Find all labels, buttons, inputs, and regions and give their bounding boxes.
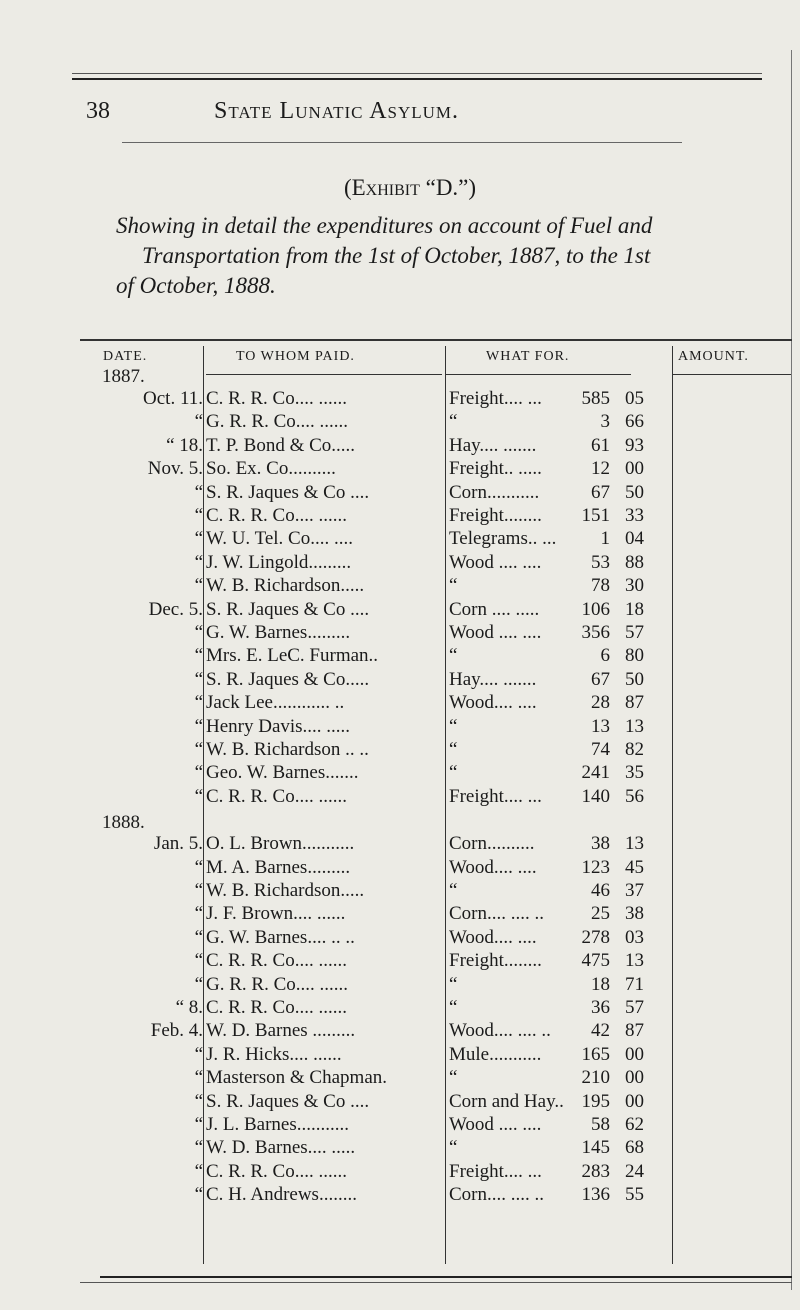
row-purpose: “ xyxy=(449,645,458,667)
row-payee: S. R. Jaques & Co .... xyxy=(206,598,370,620)
page-number: 38 xyxy=(86,98,110,124)
table-row xyxy=(0,458,800,482)
row-amount-cents: 50 xyxy=(625,668,644,690)
row-amount-dollars: 123 xyxy=(581,856,610,878)
row-amount-cents: 55 xyxy=(625,1184,644,1206)
exhibit-title: (Exhibit “D.”) xyxy=(343,175,477,200)
row-date: “ xyxy=(194,505,203,526)
row-payee: Mrs. E. LeC. Furman.. xyxy=(206,645,379,667)
row-date: “ xyxy=(194,692,203,714)
row-payee: C. R. R. Co.... ...... xyxy=(206,505,347,526)
row-date: “ xyxy=(194,739,203,760)
row-purpose: “ xyxy=(449,411,458,433)
row-date: “ xyxy=(194,973,203,995)
table-top-rule xyxy=(80,339,792,341)
header-underline xyxy=(206,374,442,375)
table-row xyxy=(0,1184,800,1208)
row-amount-dollars: 475 xyxy=(581,950,610,972)
table-row xyxy=(0,1067,800,1091)
row-purpose: Corn........... xyxy=(449,481,540,503)
row-payee: G. R. R. Co.... ...... xyxy=(206,973,348,995)
row-amount-dollars: 356 xyxy=(581,622,610,643)
running-title: State Lunatic Asylum. xyxy=(214,98,460,124)
caption-line: of October, 1888. xyxy=(116,273,276,298)
row-purpose: Mule........... xyxy=(449,1043,542,1065)
table-row xyxy=(0,716,800,740)
row-amount-cents: 62 xyxy=(625,1114,644,1135)
row-amount-cents: 33 xyxy=(625,505,644,526)
row-amount-dollars: 36 xyxy=(591,997,610,1018)
row-amount-cents: 93 xyxy=(625,434,644,456)
row-date: “ 8. xyxy=(175,997,203,1018)
row-payee: W. B. Richardson..... xyxy=(206,880,365,901)
row-date: “ xyxy=(194,645,203,667)
row-amount-dollars: 195 xyxy=(581,1090,610,1112)
row-purpose: “ xyxy=(449,715,458,737)
row-amount-dollars: 58 xyxy=(591,1114,610,1135)
row-purpose: Corn.... .... .. xyxy=(449,903,544,925)
row-amount-dollars: 28 xyxy=(591,692,610,714)
row-amount-dollars: 145 xyxy=(581,1137,610,1159)
row-payee: S. R. Jaques & Co .... xyxy=(206,1090,370,1112)
caption-line: Showing in detail the expenditures on account of Fuel and xyxy=(116,213,653,238)
row-amount-dollars: 140 xyxy=(581,785,610,807)
row-payee: W. D. Barnes ......... xyxy=(206,1020,356,1042)
row-date: “ xyxy=(194,1090,203,1112)
row-purpose: Wood .... .... xyxy=(449,622,542,643)
row-amount-cents: 38 xyxy=(625,903,644,925)
row-amount-cents: 87 xyxy=(625,692,644,714)
table-row xyxy=(0,1044,800,1068)
row-date: “ xyxy=(194,785,203,807)
row-payee: J. W. Lingold......... xyxy=(206,551,352,573)
row-amount-cents: 35 xyxy=(625,762,644,784)
row-amount-dollars: 210 xyxy=(581,1067,610,1089)
table-row xyxy=(0,411,800,435)
row-purpose: Wood .... .... xyxy=(449,1114,542,1135)
row-amount-dollars: 25 xyxy=(591,903,610,925)
table-row xyxy=(0,903,800,927)
row-amount-cents: 04 xyxy=(625,528,644,550)
row-payee: W. B. Richardson..... xyxy=(206,575,365,597)
row-amount-dollars: 67 xyxy=(591,668,610,690)
row-amount-dollars: 241 xyxy=(581,762,610,784)
row-date: “ 18. xyxy=(166,434,203,456)
row-amount-dollars: 42 xyxy=(591,1020,610,1042)
row-date: “ xyxy=(194,950,203,972)
row-amount-cents: 87 xyxy=(625,1020,644,1042)
table-row xyxy=(0,505,800,529)
row-amount-cents: 50 xyxy=(625,481,644,503)
table-row xyxy=(0,927,800,951)
row-amount-dollars: 3 xyxy=(600,411,610,433)
row-amount-dollars: 13 xyxy=(591,715,610,737)
row-purpose: Freight.. ..... xyxy=(449,458,542,480)
row-date: “ xyxy=(194,715,203,737)
table-row xyxy=(0,950,800,974)
row-amount-cents: 18 xyxy=(625,598,644,620)
row-date: “ xyxy=(194,1184,203,1206)
row-amount-dollars: 78 xyxy=(591,575,610,597)
year-label: 1887. xyxy=(102,366,145,387)
table-row xyxy=(0,599,800,623)
table-row xyxy=(0,552,800,576)
top-rule-thin xyxy=(72,73,762,74)
column-header-what-for: WHAT FOR. xyxy=(486,349,570,364)
row-purpose: Freight.... ... xyxy=(449,1160,542,1182)
column-header-paid-to: TO WHOM PAID. xyxy=(236,349,355,364)
row-amount-cents: 00 xyxy=(625,1067,644,1089)
row-purpose: Telegrams.. ... xyxy=(449,528,557,550)
row-amount-cents: 05 xyxy=(625,388,644,409)
row-amount-cents: 45 xyxy=(625,856,644,878)
row-date: Dec. 5. xyxy=(148,598,203,620)
row-amount-dollars: 61 xyxy=(591,434,610,456)
row-purpose: “ xyxy=(449,575,458,597)
row-payee: S. R. Jaques & Co..... xyxy=(206,668,370,690)
row-purpose: Wood .... .... xyxy=(449,551,542,573)
page-header xyxy=(76,98,766,130)
caption xyxy=(116,211,726,301)
row-payee: So. Ex. Co.......... xyxy=(206,458,336,480)
row-payee: M. A. Barnes......... xyxy=(206,856,351,878)
row-amount-cents: 00 xyxy=(625,458,644,480)
row-amount-dollars: 106 xyxy=(581,598,610,620)
row-purpose: “ xyxy=(449,762,458,784)
row-amount-dollars: 38 xyxy=(591,833,610,855)
row-purpose: “ xyxy=(449,997,458,1018)
row-amount-cents: 24 xyxy=(625,1160,644,1182)
table-row xyxy=(0,1161,800,1185)
row-payee: O. L. Brown........... xyxy=(206,833,355,855)
row-amount-cents: 56 xyxy=(625,785,644,807)
table-row xyxy=(0,622,800,646)
row-amount-cents: 82 xyxy=(625,739,644,760)
row-amount-dollars: 67 xyxy=(591,481,610,503)
table-row xyxy=(0,575,800,599)
row-amount-cents: 80 xyxy=(625,645,644,667)
row-date: “ xyxy=(194,622,203,643)
row-amount-cents: 03 xyxy=(625,926,644,948)
table-row xyxy=(0,1091,800,1115)
row-payee: C. R. R. Co.... ...... xyxy=(206,997,347,1018)
column-header-amount: AMOUNT. xyxy=(678,349,749,364)
row-amount-cents: 57 xyxy=(625,997,644,1018)
table-row xyxy=(0,669,800,693)
row-amount-dollars: 46 xyxy=(591,880,610,901)
row-payee: J. L. Barnes........... xyxy=(206,1114,350,1135)
row-payee: Henry Davis.... ..... xyxy=(206,715,351,737)
table-row xyxy=(0,1114,800,1138)
row-amount-cents: 13 xyxy=(625,833,644,855)
row-date: “ xyxy=(194,903,203,925)
row-amount-cents: 00 xyxy=(625,1043,644,1065)
row-payee: W. B. Richardson .. .. xyxy=(206,739,369,760)
column-header-date: DATE. xyxy=(103,349,148,364)
table-bottom-rule xyxy=(100,1276,792,1278)
row-amount-dollars: 165 xyxy=(581,1043,610,1065)
row-purpose: Corn.......... xyxy=(449,833,535,855)
row-purpose: Freight.... ... xyxy=(449,388,542,409)
row-purpose: Wood.... .... xyxy=(449,926,537,948)
row-purpose: Hay.... ....... xyxy=(449,668,537,690)
row-amount-cents: 71 xyxy=(625,973,644,995)
row-purpose: “ xyxy=(449,739,458,760)
row-amount-cents: 37 xyxy=(625,880,644,901)
row-date: “ xyxy=(194,926,203,948)
row-payee: C. R. R. Co.... ...... xyxy=(206,950,347,972)
row-amount-dollars: 74 xyxy=(591,739,610,760)
row-date: “ xyxy=(194,481,203,503)
table-row xyxy=(0,388,800,412)
row-purpose: Freight........ xyxy=(449,505,542,526)
header-rule xyxy=(122,142,682,143)
row-amount-cents: 66 xyxy=(625,411,644,433)
row-date: Feb. 4. xyxy=(150,1020,203,1042)
row-purpose: Corn.... .... .. xyxy=(449,1184,544,1206)
row-amount-dollars: 283 xyxy=(581,1160,610,1182)
row-amount-dollars: 585 xyxy=(581,388,610,409)
row-amount-dollars: 18 xyxy=(591,973,610,995)
row-payee: C. H. Andrews........ xyxy=(206,1184,357,1206)
row-amount-cents: 30 xyxy=(625,575,644,597)
row-payee: W. D. Barnes.... ..... xyxy=(206,1137,356,1159)
row-payee: C. R. R. Co.... ...... xyxy=(206,785,347,807)
table-row xyxy=(0,528,800,552)
row-purpose: Wood.... .... .. xyxy=(449,1020,551,1042)
row-amount-dollars: 1 xyxy=(600,528,610,550)
year-label: 1888. xyxy=(102,812,145,833)
row-date: “ xyxy=(194,411,203,433)
row-date: “ xyxy=(194,551,203,573)
row-purpose: Wood.... .... xyxy=(449,856,537,878)
row-payee: J. F. Brown.... ...... xyxy=(206,903,346,925)
row-purpose: “ xyxy=(449,1137,458,1159)
row-date: Nov. 5. xyxy=(147,458,203,480)
row-date: “ xyxy=(194,668,203,690)
row-purpose: Corn .... ..... xyxy=(449,598,540,620)
row-purpose: Corn and Hay.. xyxy=(449,1090,564,1112)
row-purpose: “ xyxy=(449,880,458,901)
row-amount-cents: 13 xyxy=(625,715,644,737)
table-row xyxy=(0,857,800,881)
row-purpose: Freight........ xyxy=(449,950,542,972)
row-purpose: Freight.... ... xyxy=(449,785,542,807)
row-amount-cents: 00 xyxy=(625,1090,644,1112)
row-date: Oct. 11. xyxy=(143,388,203,409)
table-row xyxy=(0,435,800,459)
row-amount-dollars: 12 xyxy=(591,458,610,480)
row-amount-dollars: 6 xyxy=(600,645,610,667)
table-row xyxy=(0,997,800,1021)
row-purpose: Hay.... ....... xyxy=(449,434,537,456)
row-payee: G. W. Barnes......... xyxy=(206,622,351,643)
table-row xyxy=(0,880,800,904)
row-purpose: “ xyxy=(449,973,458,995)
row-amount-dollars: 151 xyxy=(581,505,610,526)
row-payee: W. U. Tel. Co.... .... xyxy=(206,528,353,550)
header-underline xyxy=(446,374,631,375)
caption-line: Transportation from the 1st of October, 1887, to the 1st xyxy=(142,243,651,268)
table-row xyxy=(0,786,800,810)
row-payee: J. R. Hicks.... ...... xyxy=(206,1043,342,1065)
row-amount-cents: 68 xyxy=(625,1137,644,1159)
table-row xyxy=(0,482,800,506)
row-payee: G. W. Barnes.... .. .. xyxy=(206,926,355,948)
row-amount-dollars: 53 xyxy=(591,551,610,573)
table-row xyxy=(0,645,800,669)
row-date: “ xyxy=(194,762,203,784)
row-date: “ xyxy=(194,856,203,878)
row-date: “ xyxy=(194,1067,203,1089)
table-row xyxy=(0,1020,800,1044)
row-payee: Masterson & Chapman. xyxy=(206,1067,388,1089)
table-row xyxy=(0,1137,800,1161)
header-underline xyxy=(673,374,791,375)
row-amount-cents: 13 xyxy=(625,950,644,972)
row-date: “ xyxy=(194,1114,203,1135)
table-row xyxy=(0,833,800,857)
table-row xyxy=(0,974,800,998)
row-date: “ xyxy=(194,1137,203,1159)
table-bottom-rule-thin xyxy=(80,1282,792,1283)
row-date: “ xyxy=(194,880,203,901)
row-amount-dollars: 136 xyxy=(581,1184,610,1206)
row-amount-cents: 88 xyxy=(625,551,644,573)
row-payee: T. P. Bond & Co..... xyxy=(206,434,356,456)
row-purpose: “ xyxy=(449,1067,458,1089)
table-row xyxy=(0,739,800,763)
row-payee: Jack Lee............ .. xyxy=(206,692,345,714)
row-payee: S. R. Jaques & Co .... xyxy=(206,481,370,503)
table-row xyxy=(0,762,800,786)
top-rule xyxy=(72,78,762,80)
row-amount-dollars: 278 xyxy=(581,926,610,948)
row-payee: C. R. R. Co.... ...... xyxy=(206,1160,347,1182)
row-payee: G. R. R. Co.... ...... xyxy=(206,411,348,433)
row-payee: C. R. R. Co.... ...... xyxy=(206,388,347,409)
row-date: “ xyxy=(194,575,203,597)
row-purpose: Wood.... .... xyxy=(449,692,537,714)
row-date: Jan. 5. xyxy=(153,833,203,855)
table-row xyxy=(0,692,800,716)
row-payee: Geo. W. Barnes....... xyxy=(206,762,359,784)
row-amount-cents: 57 xyxy=(625,622,644,643)
row-date: “ xyxy=(194,1160,203,1182)
row-date: “ xyxy=(194,528,203,550)
row-date: “ xyxy=(194,1043,203,1065)
